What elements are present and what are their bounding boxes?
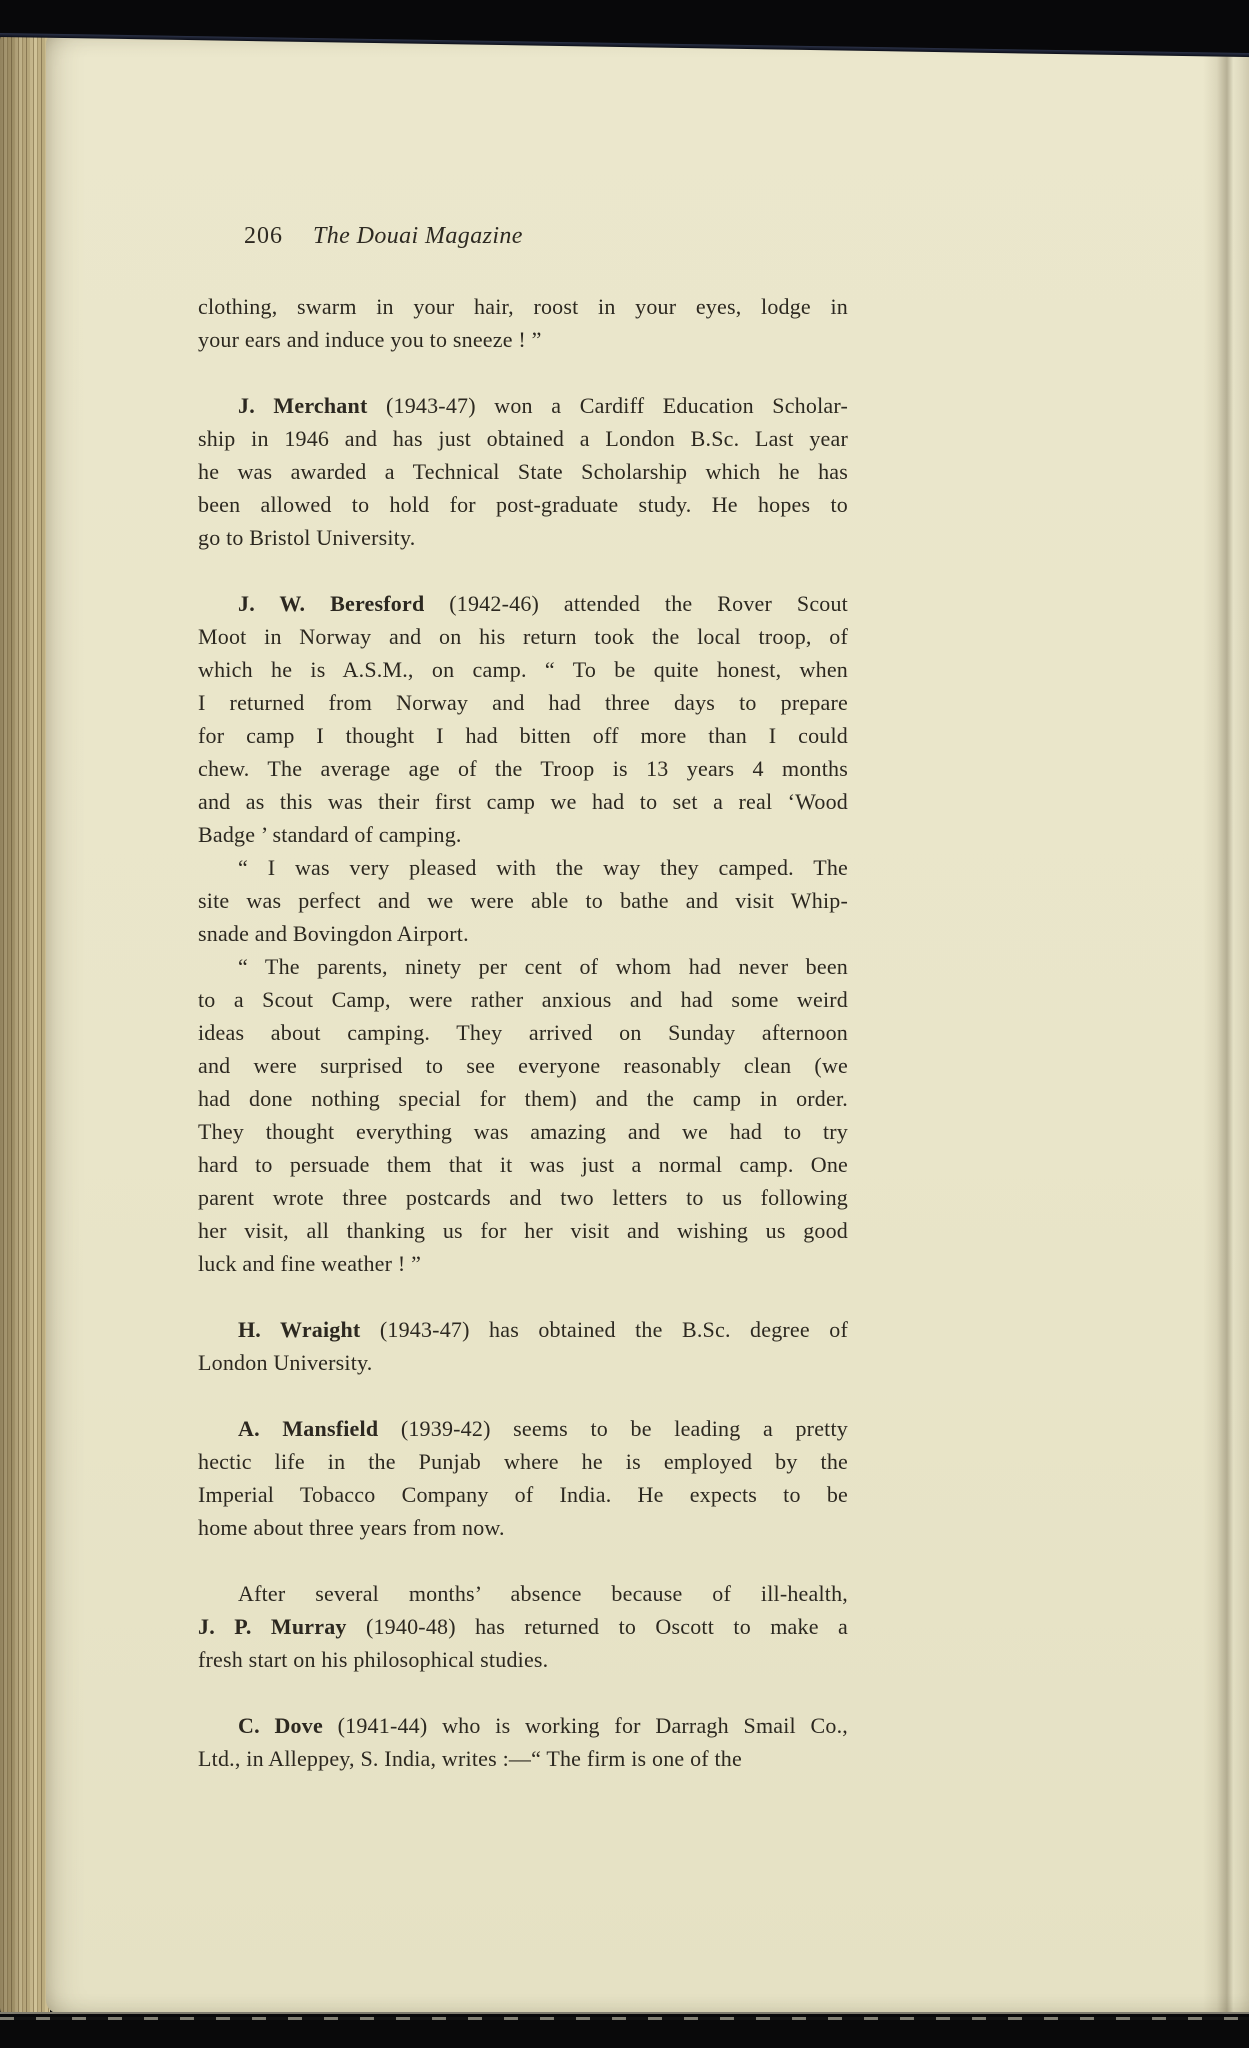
paragraph: [198, 587, 848, 851]
paragraph: [198, 851, 848, 950]
text-line: [198, 1346, 848, 1379]
text-line: [198, 686, 848, 719]
text-run: which he is A.S.M., on camp. “ To be quite honest, when: [198, 657, 848, 682]
text-run: site was perfect and we were able to bathe and visit Whip-: [198, 888, 848, 913]
text-line: [198, 1478, 848, 1511]
text-line: [198, 1049, 848, 1082]
text-line: [198, 455, 848, 488]
person-name: A. Mansfield: [238, 1416, 379, 1441]
person-name: H. Wraight: [238, 1317, 361, 1342]
text-line: [198, 884, 848, 917]
text-run: chew. The average age of the Troop is 13 years 4 months: [198, 756, 848, 781]
text-line: [198, 1610, 848, 1643]
text-line: [198, 1214, 848, 1247]
person-name: C. Dove: [238, 1713, 323, 1738]
text-run: fresh start on his philosophical studies.: [198, 1647, 549, 1672]
text-line: [198, 851, 848, 884]
text-line: [198, 323, 848, 356]
magazine-title: The Douai Magazine: [313, 223, 523, 249]
text-run: home about three years from now.: [198, 1515, 505, 1540]
text-line: [198, 1247, 848, 1280]
text-line: [198, 719, 848, 752]
text-run: (1943-47) has obtained the B.Sc. degree of: [360, 1317, 848, 1342]
text-line: [198, 422, 848, 455]
text-line: [198, 917, 848, 950]
text-run: (1940-48) has returned to Oscott to make a: [346, 1614, 848, 1639]
text-run: her visit, all thanking us for her visit and wishing us good: [198, 1218, 848, 1243]
text-line: [198, 1742, 848, 1775]
text-line: [198, 818, 848, 851]
person-name: J. W. Beresford: [238, 591, 425, 616]
text-run: They thought everything was amazing and we had to try: [198, 1119, 848, 1144]
page-bottom-edge-highlight: [0, 2017, 1249, 2020]
text-line: [198, 389, 848, 422]
text-run: ideas about camping. They arrived on Sunday afternoon: [198, 1020, 848, 1045]
text-run: and as this was their first camp we had to set a real ‘Wood: [198, 789, 848, 814]
text-line: [198, 1445, 848, 1478]
text-block: [198, 290, 848, 1775]
text-run: clothing, swarm in your hair, roost in your eyes, lodge in: [198, 294, 848, 319]
text-line: [198, 752, 848, 785]
text-run: “ I was very pleased with the way they camped. The: [238, 855, 848, 880]
text-run: parent wrote three postcards and two letters to us following: [198, 1185, 848, 1210]
text-run: snade and Bovingdon Airport.: [198, 921, 469, 946]
text-line: [198, 587, 848, 620]
text-run: to a Scout Camp, were rather anxious and had some weird: [198, 987, 848, 1012]
text-line: [198, 1082, 848, 1115]
paragraph: [198, 1577, 848, 1676]
paragraph: [198, 290, 848, 356]
paragraph: [198, 950, 848, 1280]
book-fore-edge-pages: [0, 30, 50, 2020]
text-run: ship in 1946 and has just obtained a London B.Sc. Last year: [198, 426, 848, 451]
text-run: London University.: [198, 1350, 373, 1375]
text-run: Badge ’ standard of camping.: [198, 822, 462, 847]
text-run: Ltd., in Alleppey, S. India, writes :—“ The firm is one of the: [198, 1746, 742, 1771]
running-header: [244, 220, 848, 253]
text-line: [198, 1643, 848, 1676]
text-line: [198, 653, 848, 686]
text-run: for camp I thought I had bitten off more than I could: [198, 723, 848, 748]
text-run: your ears and induce you to sneeze ! ”: [198, 327, 542, 352]
text-run: (1943-47) won a Cardiff Education Scholar-: [367, 393, 848, 418]
text-line: [198, 1511, 848, 1544]
text-run: (1939-42) seems to be leading a pretty: [378, 1416, 848, 1441]
text-run: luck and fine weather ! ”: [198, 1251, 422, 1276]
paragraph: [198, 1709, 848, 1775]
text-line: [198, 290, 848, 323]
text-line: [198, 1313, 848, 1346]
page-content: [198, 220, 848, 1775]
text-line: [198, 1577, 848, 1610]
text-run: “ The parents, ninety per cent of whom had never been: [238, 954, 848, 979]
text-run: go to Bristol University.: [198, 525, 416, 550]
text-line: [198, 950, 848, 983]
text-line: [198, 620, 848, 653]
magazine-page: [46, 32, 1249, 2014]
text-line: [198, 1412, 848, 1445]
text-line: [198, 983, 848, 1016]
text-line: [198, 488, 848, 521]
text-run: hard to persuade them that it was just a normal camp. One: [198, 1152, 848, 1177]
text-run: After several months’ absence because of ill-health,: [238, 1581, 848, 1606]
text-line: [198, 1709, 848, 1742]
text-run: been allowed to hold for post-graduate study. He hopes to: [198, 492, 848, 517]
person-name: J. P. Murray: [198, 1614, 347, 1639]
text-run: hectic life in the Punjab where he is employed by the: [198, 1449, 848, 1474]
person-name: J. Merchant: [238, 393, 368, 418]
text-line: [198, 521, 848, 554]
paragraph: [198, 1412, 848, 1544]
text-line: [198, 1115, 848, 1148]
text-run: (1941-44) who is working for Darragh Smail Co.,: [322, 1713, 848, 1738]
text-line: [198, 785, 848, 818]
text-line: [198, 1148, 848, 1181]
text-run: Moot in Norway and on his return took the local troop, of: [198, 624, 848, 649]
text-line: [198, 1181, 848, 1214]
text-run: I returned from Norway and had three days to prepare: [198, 690, 848, 715]
paragraph: [198, 389, 848, 554]
text-run: (1942-46) attended the Rover Scout: [424, 591, 848, 616]
text-run: Imperial Tobacco Company of India. He expects to be: [198, 1482, 848, 1507]
text-run: had done nothing special for them) and the camp in order.: [198, 1086, 848, 1111]
paragraph: [198, 1313, 848, 1379]
text-run: he was awarded a Technical State Scholarship which he has: [198, 459, 848, 484]
text-run: and were surprised to see everyone reasonably clean (we: [198, 1053, 848, 1078]
page-number: 206: [244, 223, 283, 249]
text-line: [198, 1016, 848, 1049]
